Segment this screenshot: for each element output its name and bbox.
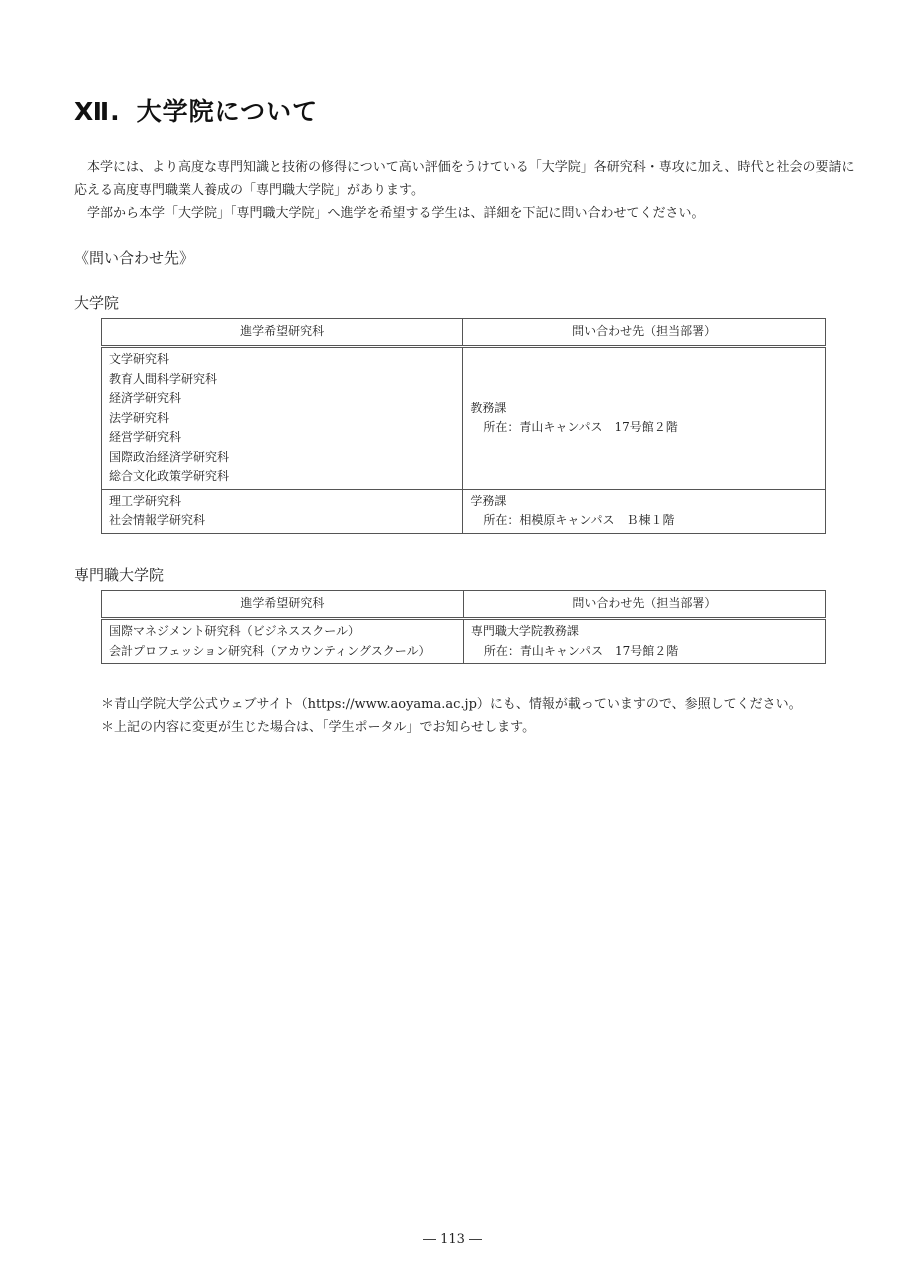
table-row [102,619,826,664]
chapter-title: 大学院について [136,97,319,126]
program-item: 法学研究科 [109,410,170,425]
graduate-heading: 大学院 [74,294,120,312]
table-row [102,347,826,490]
note-changes: ＊上記の内容に変更が生じた場合は、「学生ポータル」でお知らせします。 [101,720,536,735]
page-number: ― 113 ― [422,1232,483,1247]
office-location: 所在：相模原キャンパス Ｂ棟１階 [483,513,675,527]
contact-cell [463,619,825,664]
chapter-number: Ⅻ. [74,97,121,126]
program-item: 会計プロフェッション研究科（アカウンティングスクール） [109,643,431,658]
table-header-row [102,319,826,347]
office-location: 所在：青山キャンパス 17号館２階 [483,420,678,435]
contact-cell [463,347,826,490]
program-item: 経営学研究科 [109,430,182,444]
intro-paragraph: 学部から本学「大学院」「専門職大学院」へ進学を希望する学生は、詳細を下記に問い合わせてください。 [87,206,705,221]
program-item: 理工学研究科 [109,493,182,508]
note-website: ＊青山学院大学公式ウェブサイト（https://www.aoyama.ac.jp）にも、情報が載っていますので、参照してください。 [101,697,802,712]
contact-cell [463,489,826,533]
contacts-heading: 《問い合わせ先》 [74,249,195,267]
program-list [102,489,463,533]
column-header-contact: 問い合わせ先（担当部署） [463,591,825,619]
intro-paragraph: 本学には、より高度な専門知識と技術の修得について高い評価をうけている「大学院」各研究科・専攻に加え、時代と社会の要請に応える高度専門職業人養成の「専門職大学院」があります。 [74,160,855,198]
page-title [74,92,318,128]
office-location: 所在：青山キャンパス 17号館２階 [483,643,679,658]
notes [101,693,802,739]
program-item: 総合文化政策学研究科 [109,469,230,483]
table-header-row [102,591,826,619]
professional-heading: 専門職大学院 [74,566,165,584]
column-header-program: 進学希望研究科 [102,591,464,619]
program-item: 社会情報学研究科 [109,513,206,527]
program-item: 国際マネジメント研究科（ビジネススクール） [109,624,361,638]
table-row [102,489,826,533]
intro-text [74,156,864,225]
office-name: 教務課 [470,400,507,415]
column-header-contact: 問い合わせ先（担当部署） [463,319,826,347]
program-list [102,347,463,490]
office-name: 専門職大学院教務課 [470,624,579,638]
graduate-table [101,318,826,534]
program-item: 文学研究科 [109,352,170,366]
program-item: 教育人間科学研究科 [109,371,218,386]
program-item: 経済学研究科 [109,391,182,405]
program-item: 国際政治経済学研究科 [109,449,230,464]
program-list [102,619,464,664]
column-header-program: 進学希望研究科 [102,319,463,347]
office-name: 学務課 [470,493,507,508]
professional-table [101,590,826,664]
